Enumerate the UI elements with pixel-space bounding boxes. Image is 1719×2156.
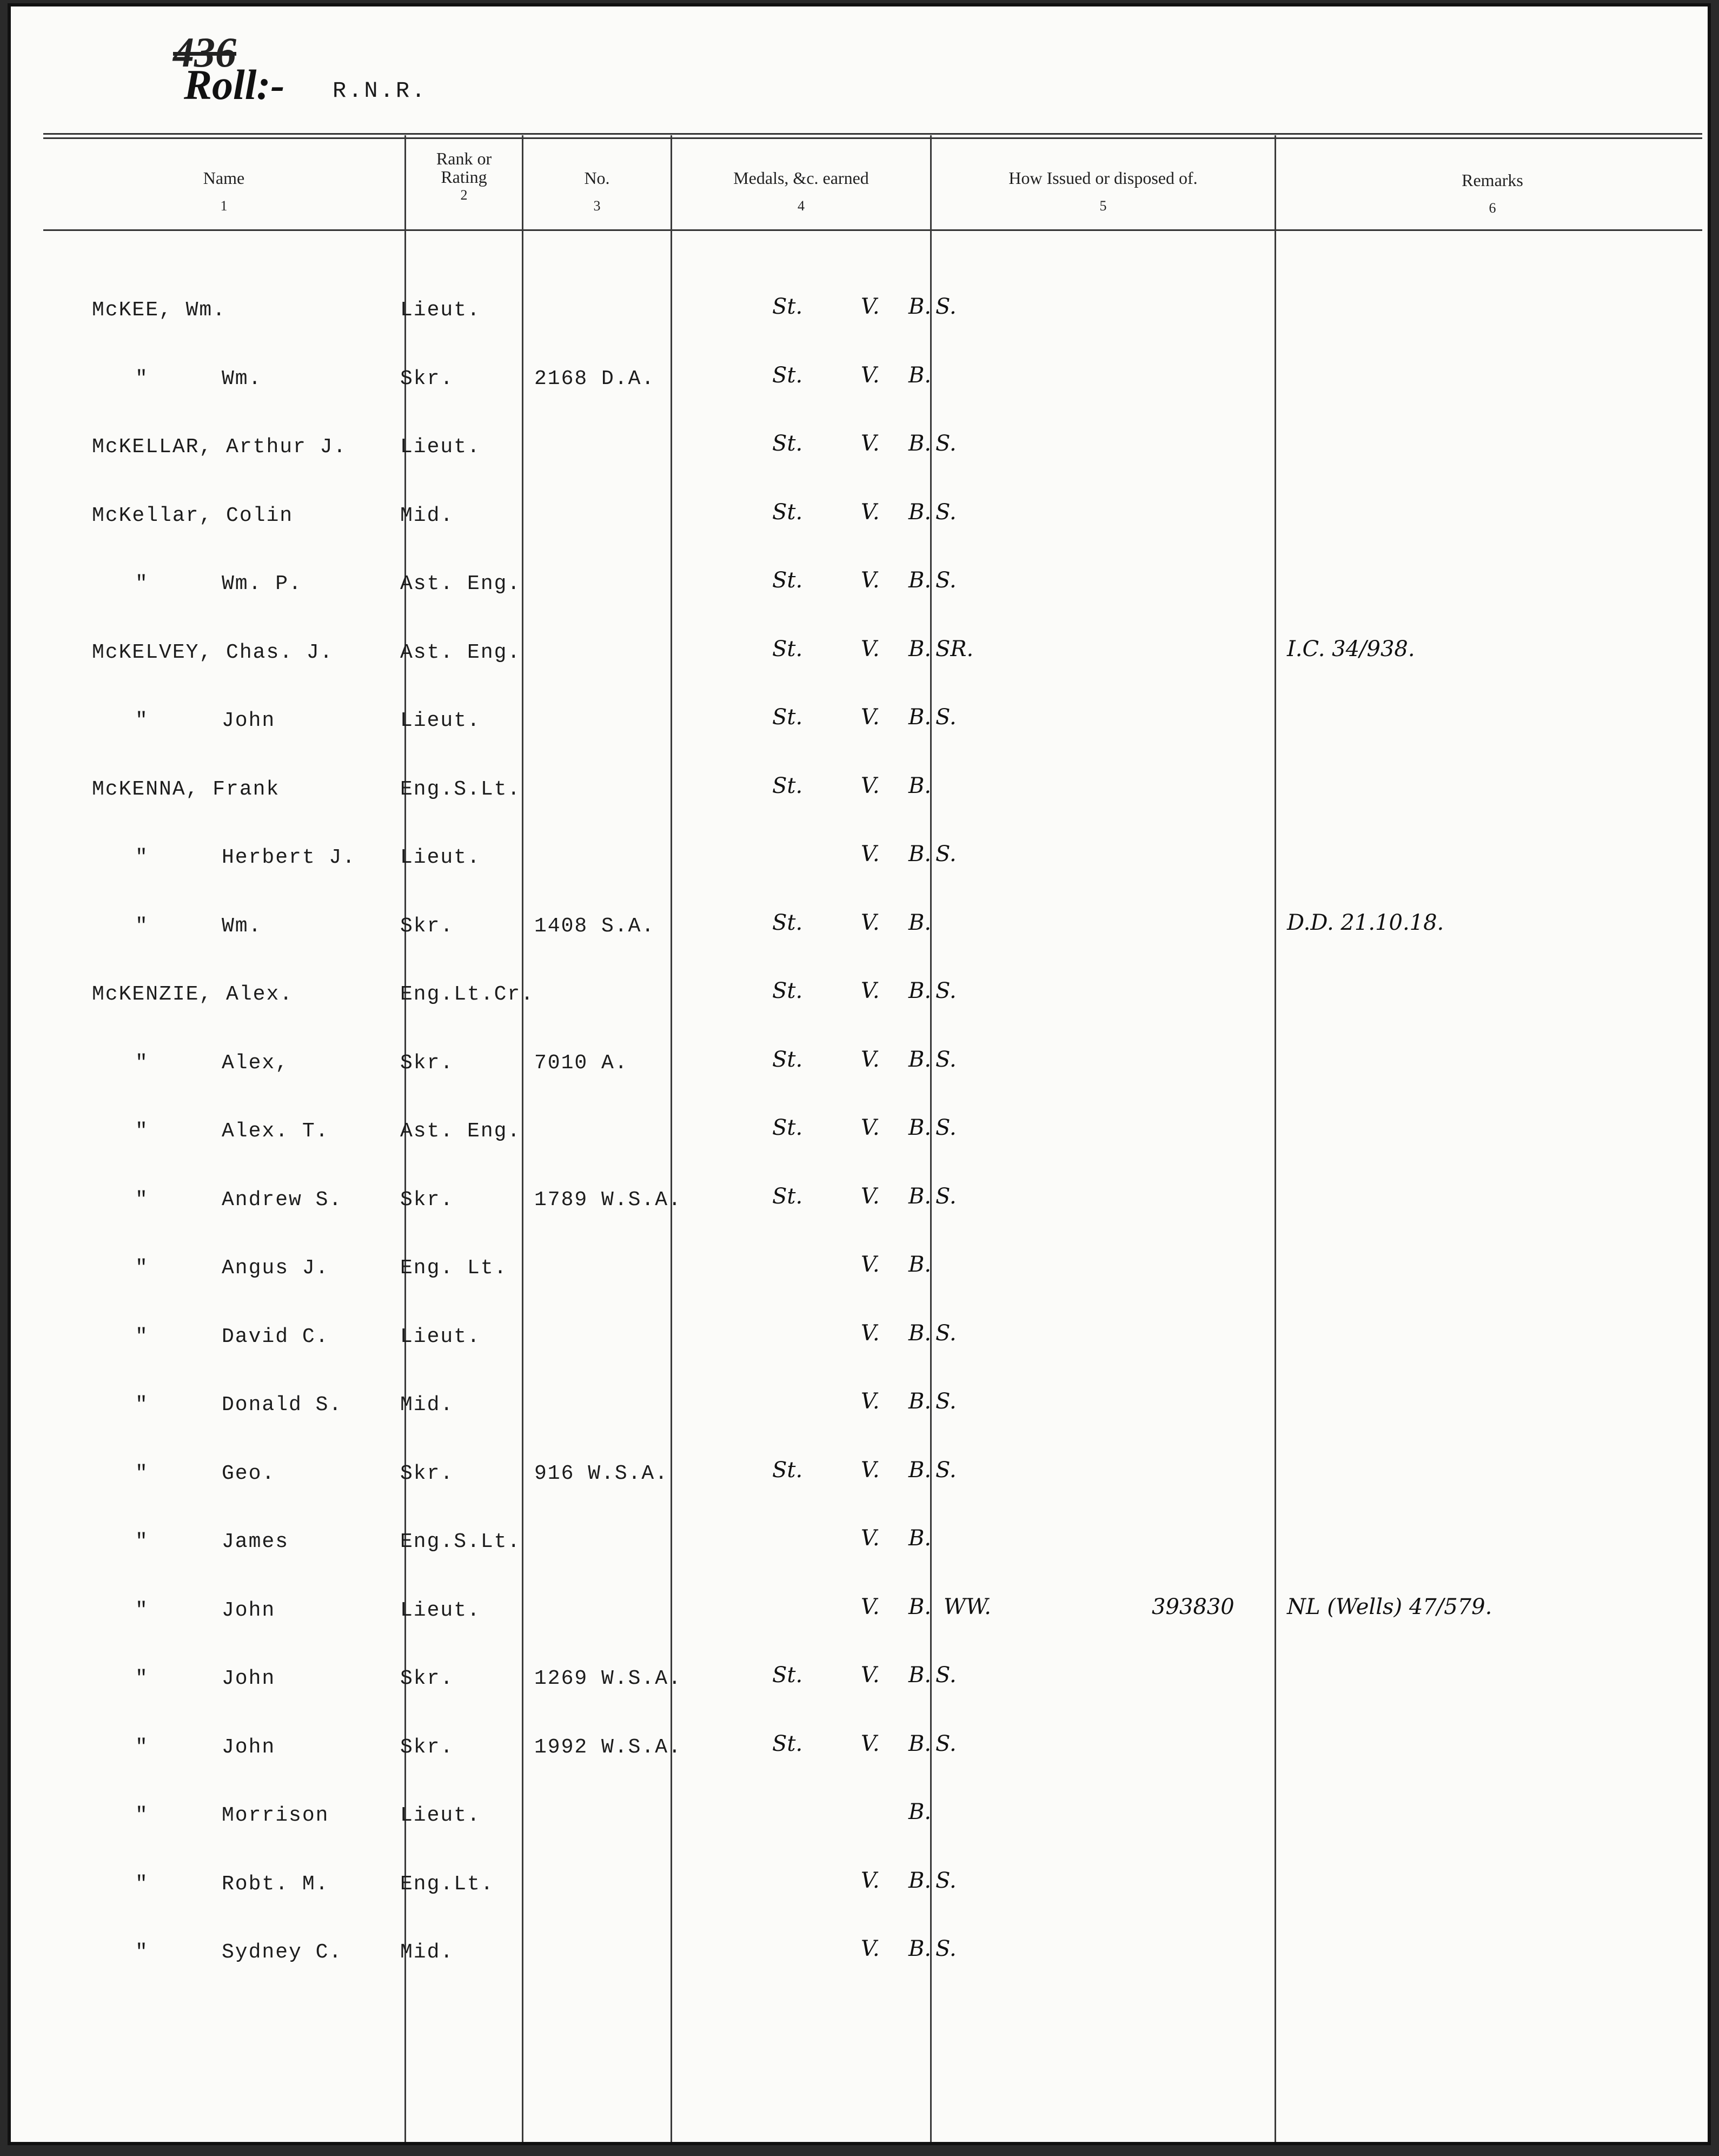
- table-row: [43, 835, 1703, 836]
- medal-star: St.: [772, 1184, 803, 1209]
- medal-victory: V.: [861, 1252, 880, 1277]
- medal-british: B.: [908, 1252, 932, 1277]
- entry-rank: Skr.: [400, 1051, 454, 1075]
- ditto-mark: ": [135, 915, 149, 938]
- header-medals: Medals, &c. earned 4: [733, 168, 869, 214]
- header-rank: Rank or Rating 2: [436, 149, 492, 203]
- entry-rank: Eng.Lt.: [400, 1873, 494, 1896]
- header-number: No. 3: [584, 168, 610, 214]
- roll-label: Roll:-: [184, 61, 285, 108]
- medal-star: St.: [772, 1731, 803, 1756]
- medal-star: St.: [772, 910, 803, 935]
- entry-number: 7010 A.: [534, 1051, 628, 1075]
- medal-star: St.: [772, 1047, 803, 1072]
- medal-victory: V.: [861, 1868, 880, 1893]
- medal-british: B.: [908, 978, 932, 1003]
- medal-s: S.: [935, 1458, 957, 1483]
- table-row: [43, 561, 1703, 562]
- medal-victory: V.: [861, 773, 880, 798]
- medal-star: St.: [772, 705, 803, 730]
- entry-given-name: Sydney C.: [222, 1941, 343, 1964]
- entry-given-name: Donald S.: [222, 1393, 343, 1417]
- medal-victory: V.: [861, 1731, 880, 1756]
- medal-s: S.: [935, 1184, 957, 1209]
- medal-victory: V.: [861, 1526, 880, 1551]
- entry-number: 1269 W.S.A.: [534, 1667, 682, 1690]
- table-row: [43, 1314, 1703, 1315]
- entry-name: McKELLAR, Arthur J.: [92, 435, 347, 459]
- entry-name: McKENZIE, Alex.: [92, 983, 294, 1006]
- entry-given-name: John: [222, 1736, 276, 1759]
- remarks-text: D.D. 21.10.18.: [1287, 910, 1444, 935]
- medal-british: B.: [908, 1526, 932, 1551]
- header-top-rule-2: [43, 137, 1702, 139]
- entry-given-name: John: [222, 709, 276, 732]
- column-divider-5: [1275, 135, 1276, 2142]
- medal-s: S.: [935, 431, 957, 456]
- issue-number: 393830: [1152, 1595, 1235, 1619]
- medal-british: B.: [908, 1595, 932, 1619]
- medal-s: S.: [935, 1663, 957, 1688]
- header-name: Name 1: [203, 168, 245, 214]
- medal-s: S.: [935, 1115, 957, 1140]
- table-row: [43, 767, 1703, 768]
- medal-british: B.: [908, 1184, 932, 1209]
- medal-victory: V.: [861, 294, 880, 319]
- entry-given-name: Wm. P.: [222, 572, 302, 596]
- medal-star: St.: [772, 568, 803, 593]
- medal-victory: V.: [861, 1389, 880, 1414]
- remarks-text: I.C. 34/938.: [1287, 637, 1415, 662]
- medal-star: St.: [772, 773, 803, 798]
- medal-victory: V.: [861, 1595, 880, 1619]
- medal-victory: V.: [861, 637, 880, 662]
- medal-british: B.: [908, 1389, 932, 1414]
- medal-victory: V.: [861, 431, 880, 456]
- entry-rank: Eng.Lt.Cr.: [400, 983, 535, 1006]
- entry-rank: Lieut.: [400, 1325, 481, 1348]
- entry-number: 2168 D.A.: [534, 367, 655, 391]
- ditto-mark: ": [135, 1120, 149, 1143]
- entry-given-name: James: [222, 1530, 289, 1553]
- ditto-mark: ": [135, 1393, 149, 1417]
- entry-given-name: Morrison: [222, 1804, 329, 1827]
- entry-rank: Skr.: [400, 367, 454, 391]
- entry-given-name: Wm.: [222, 915, 262, 938]
- entry-given-name: John: [222, 1667, 276, 1690]
- entry-rank: Lieut.: [400, 1804, 481, 1827]
- medal-british: B.: [908, 1936, 932, 1961]
- medal-victory: V.: [861, 842, 880, 867]
- entry-rank: Skr.: [400, 1667, 454, 1690]
- entry-rank: Ast. Eng.: [400, 641, 521, 664]
- entry-given-name: Alex. T.: [222, 1120, 329, 1143]
- roll-unit: R.N.R.: [333, 78, 428, 104]
- table-row: [43, 1793, 1703, 1794]
- entry-rank: Lieut.: [400, 1599, 481, 1622]
- medal-s: S.: [935, 500, 957, 525]
- medal-victory: V.: [861, 1936, 880, 1961]
- medal-british: B.: [908, 1663, 932, 1688]
- ditto-mark: ": [135, 1530, 149, 1553]
- entry-name: McKellar, Colin: [92, 504, 294, 527]
- entry-rank: Ast. Eng.: [400, 1120, 521, 1143]
- table-row: [43, 1656, 1703, 1657]
- entry-rank: Ast. Eng.: [400, 572, 521, 596]
- entry-rank: Lieut.: [400, 299, 481, 322]
- medal-british: B.: [908, 705, 932, 730]
- medal-victory: V.: [861, 1321, 880, 1346]
- entry-given-name: Andrew S.: [222, 1188, 343, 1212]
- medal-british: B.: [908, 431, 932, 456]
- entry-given-name: Geo.: [222, 1462, 276, 1485]
- header-bottom-rule: [43, 229, 1702, 231]
- medal-star: St.: [772, 978, 803, 1003]
- entry-number: 1992 W.S.A.: [534, 1736, 682, 1759]
- entry-number: 916 W.S.A.: [534, 1462, 669, 1485]
- entry-name: McKENNA, Frank: [92, 778, 280, 801]
- entry-rank: Eng.S.Lt.: [400, 1530, 521, 1553]
- medal-victory: V.: [861, 500, 880, 525]
- medal-british: B.: [908, 568, 932, 593]
- entry-given-name: Robt. M.: [222, 1873, 329, 1896]
- entry-rank: Mid.: [400, 504, 454, 527]
- medal-victory: V.: [861, 910, 880, 935]
- table-row: [43, 1588, 1703, 1589]
- ditto-mark: ": [135, 709, 149, 732]
- column-divider-2: [522, 135, 523, 2142]
- entry-rank: Lieut.: [400, 846, 481, 869]
- medal-s: S.: [935, 1731, 957, 1756]
- ditto-mark: ": [135, 1462, 149, 1485]
- entry-given-name: Alex,: [222, 1051, 289, 1075]
- entry-rank: Mid.: [400, 1393, 454, 1417]
- medal-victory: V.: [861, 705, 880, 730]
- column-divider-3: [671, 135, 672, 2142]
- entry-rank: Lieut.: [400, 709, 481, 732]
- medal-british: B.: [908, 1321, 932, 1346]
- medal-star: St.: [772, 1663, 803, 1688]
- medal-british: B.: [908, 637, 932, 662]
- entry-given-name: Herbert J.: [222, 846, 356, 869]
- medal-roll-sheet: [8, 3, 1711, 2145]
- medal-victory: V.: [861, 1047, 880, 1072]
- medal-british: B.: [908, 910, 932, 935]
- medal-british: B.: [908, 1868, 932, 1893]
- table-row: [43, 698, 1703, 699]
- entry-rank: Skr.: [400, 1188, 454, 1212]
- entry-rank: Skr.: [400, 915, 454, 938]
- entry-number: 1789 W.S.A.: [534, 1188, 682, 1212]
- medal-s: S.: [935, 568, 957, 593]
- remarks-text: NL (Wells) 47/579.: [1287, 1595, 1492, 1619]
- ditto-mark: ": [135, 1941, 149, 1964]
- table-row: [43, 972, 1703, 973]
- entry-name: McKELVEY, Chas. J.: [92, 641, 334, 664]
- medal-british: B.: [908, 1458, 932, 1483]
- ditto-mark: ": [135, 1599, 149, 1622]
- medal-victory: V.: [861, 363, 880, 388]
- ditto-mark: ": [135, 367, 149, 391]
- medal-british: B.: [908, 1731, 932, 1756]
- entry-rank: Eng.S.Lt.: [400, 778, 521, 801]
- medal-british: B.: [908, 363, 932, 388]
- medal-star: St.: [772, 363, 803, 388]
- medal-victory: V.: [861, 568, 880, 593]
- ditto-mark: ": [135, 1256, 149, 1280]
- medal-victory: V.: [861, 1458, 880, 1483]
- ditto-mark: ": [135, 1325, 149, 1348]
- medal-s: SR.: [935, 637, 974, 662]
- entry-rank: Eng. Lt.: [400, 1256, 508, 1280]
- medal-s: S.: [935, 1389, 957, 1414]
- medal-s: S.: [935, 1047, 957, 1072]
- medal-british: B.: [908, 1115, 932, 1140]
- medal-s: S.: [935, 294, 957, 319]
- medal-british: B.: [908, 842, 932, 867]
- entry-given-name: Wm.: [222, 367, 262, 391]
- medal-star: St.: [772, 1115, 803, 1140]
- medal-s: S.: [935, 1321, 957, 1346]
- table-row: [43, 1451, 1703, 1452]
- table-row: [43, 630, 1703, 631]
- table-row: [43, 493, 1703, 494]
- entry-given-name: David C.: [222, 1325, 329, 1348]
- medal-british: B.: [908, 294, 932, 319]
- ditto-mark: ": [135, 1804, 149, 1827]
- entry-rank: Skr.: [400, 1462, 454, 1485]
- entry-given-name: John: [222, 1599, 276, 1622]
- medal-star: St.: [772, 500, 803, 525]
- ditto-mark: ": [135, 1667, 149, 1690]
- medal-british: B.: [908, 1800, 932, 1824]
- medal-star: St.: [772, 294, 803, 319]
- medal-british: B.: [908, 773, 932, 798]
- issued-code: WW.: [944, 1595, 991, 1619]
- entry-name: McKEE, Wm.: [92, 299, 227, 322]
- ditto-mark: ": [135, 1736, 149, 1759]
- entry-rank: Mid.: [400, 1941, 454, 1964]
- entry-rank: Skr.: [400, 1736, 454, 1759]
- header-top-rule: [43, 133, 1702, 135]
- entry-given-name: Angus J.: [222, 1256, 329, 1280]
- medal-victory: V.: [861, 1115, 880, 1140]
- medal-star: St.: [772, 431, 803, 456]
- ditto-mark: ": [135, 572, 149, 596]
- header-issued: How Issued or disposed of. 5: [1008, 168, 1198, 214]
- ditto-mark: ": [135, 846, 149, 869]
- header-remarks: Remarks 6: [1462, 170, 1523, 216]
- medal-star: St.: [772, 1458, 803, 1483]
- medal-s: S.: [935, 978, 957, 1003]
- entry-number: 1408 S.A.: [534, 915, 655, 938]
- medal-victory: V.: [861, 1184, 880, 1209]
- medal-s: S.: [935, 1936, 957, 1961]
- medal-s: S.: [935, 705, 957, 730]
- ditto-mark: ": [135, 1188, 149, 1212]
- struck-roll-number: 436: [173, 29, 236, 76]
- medal-victory: V.: [861, 1663, 880, 1688]
- medal-victory: V.: [861, 978, 880, 1003]
- table-row: [43, 356, 1703, 357]
- ditto-mark: ": [135, 1873, 149, 1896]
- medal-s: S.: [935, 842, 957, 867]
- medal-british: B.: [908, 1047, 932, 1072]
- medal-british: B.: [908, 500, 932, 525]
- ditto-mark: ": [135, 1051, 149, 1075]
- table-row: [43, 1519, 1703, 1520]
- entry-rank: Lieut.: [400, 435, 481, 459]
- medal-s: S.: [935, 1868, 957, 1893]
- medal-star: St.: [772, 637, 803, 662]
